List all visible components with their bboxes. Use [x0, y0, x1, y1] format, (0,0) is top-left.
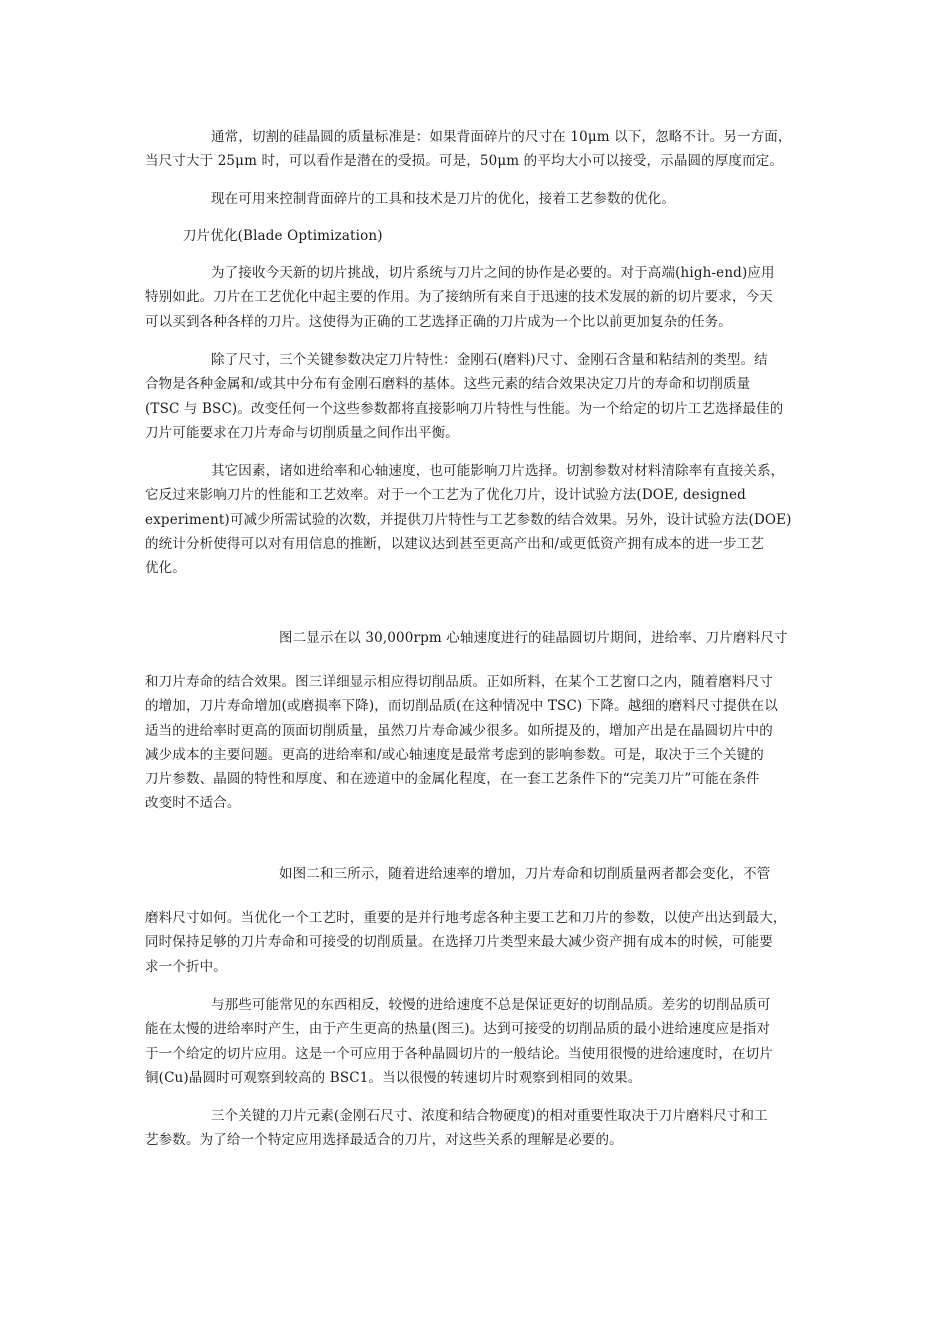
text-line: 适当的进给率时更高的顶面切削质量，虽然刀片寿命减少很多。如所提及的，增加产出是在晶圆切片中的 — [145, 722, 773, 739]
text-line: 磨料尺寸如何。当优化一个工艺时，重要的是并行地考虑各种主要工艺和刀片的参数，以使产出达到最大， — [145, 910, 787, 926]
text-line: 如图二和三所示，随着进给速率的增加，刀片寿命和切削质量两者都会变化，不管 — [279, 866, 771, 882]
text-line: 改变时不适合。 — [145, 795, 241, 812]
text-line: 的增加，刀片寿命增加(或磨损率下降)，而切削品质(在这种情况中 TSC) 下降。越细的磨料尺寸提供在以 — [145, 698, 778, 715]
text-line: 现在可用来控制背面碎片的工具和技术是刀片的优化，接着工艺参数的优化。 — [211, 191, 676, 207]
text-line: 和刀片寿命的结合效果。图三详细显示相应得切削品质。正如所料，在某个工艺窗口之内，随着磨料尺寸 — [145, 674, 773, 690]
paragraph-key-parameters — [145, 348, 815, 445]
text-line: 特别如此。刀片在工艺优化中起主要的作用。为了接纳所有来自于迅速的技术发展的新的切片要求，今天 — [145, 289, 773, 306]
text-line: 艺参数。为了给一个特定应用选择最适合的刀片，对这些关系的理解是必要的。 — [145, 1132, 623, 1149]
text-line: 优化。 — [145, 560, 186, 577]
paragraph-slow-feed-rate — [145, 993, 815, 1090]
text-line: 除了尺寸，三个关键参数决定刀片特性：金刚石(磨料)尺寸、金刚石含量和粘结剂的类型。结 — [211, 352, 768, 368]
paragraph-figures-two-three-intro — [145, 862, 815, 886]
text-line: 其它因素，诸如进给率和心轴速度，也可能影响刀片选择。切割参数对材料清除率有直接关系， — [211, 463, 785, 479]
text-line: 它反过来影响刀片的性能和工艺效率。对于一个工艺为了优化刀片，设计试验方法(DOE, designed — [145, 487, 746, 504]
text-line: 当尺寸大于 25μm 时，可以看作是潜在的受损。可是，50μm 的平均大小可以接受，示晶圆的厚度而定。 — [145, 153, 784, 170]
text-line: 图二显示在以 30,000rpm 心轴速度进行的硅晶圆切片期间，进给率、刀片磨料尺寸 — [279, 630, 788, 646]
text-line: (TSC 与 BSC)。改变任何一个这些参数都将直接影响刀片特性与性能。为一个给定的切片工艺选择最佳的 — [145, 400, 784, 417]
text-line: 铜(Cu)晶圆时可观察到较高的 BSC1。当以很慢的转速切片时观察到相同的效果。 — [145, 1069, 642, 1086]
text-line: experiment)可减少所需试验的次数，并提供刀片特性与工艺参数的结合效果。另外，设计试验方法(DOE) — [145, 511, 792, 528]
text-line: 刀片可能要求在刀片寿命与切削质量之间作出平衡。 — [145, 424, 459, 441]
paragraph-other-factors — [145, 459, 815, 580]
paragraph-tools-techniques — [145, 187, 815, 211]
text-line: 于一个给定的切片应用。这是一个可应用于各种晶圆切片的一般结论。当使用很慢的进给速度时，在切片 — [145, 1045, 773, 1062]
section-heading: 刀片优化(Blade Optimization) — [183, 228, 383, 244]
text-line: 三个关键的刀片元素(金刚石尺寸、浓度和结合物硬度)的相对重要性取决于刀片磨料尺寸和工 — [211, 1108, 768, 1124]
text-line: 可以买到各种各样的刀片。这使得为正确的工艺选择正确的刀片成为一个比以前更加复杂的任务。 — [145, 313, 732, 330]
text-line: 同时保持足够的刀片寿命和可接受的切削质量。在选择刀片类型来最大减少资产拥有成本的时候，可能要 — [145, 934, 773, 951]
text-line: 减少成本的主要问题。更高的进给率和/或心轴速度是最常考虑到的影响参数。可是，取决于三个关键的 — [145, 746, 764, 763]
text-line: 为了接收今天新的切片挑战，切片系统与刀片之间的协作是必要的。对于高端(high-end)应用 — [211, 265, 775, 281]
text-line: 能在太慢的进给率时产生，由于产生更高的热量(图三)。达到可接受的切削品质的最小进给速度应是指对 — [145, 1021, 771, 1038]
paragraph-three-key-elements — [145, 1104, 815, 1153]
paragraph-figure-two-body — [145, 670, 815, 816]
text-line: 合物是各种金属和/或其中分布有金刚石磨料的基体。这些元素的结合效果决定刀片的寿命和切削质量 — [145, 376, 751, 393]
paragraph-quality-standard — [145, 125, 815, 174]
text-line: 的统计分析使得可以对有用信息的推断，以建议达到甚至更高产出和/或更低资产拥有成本的进一步工艺 — [145, 535, 764, 552]
paragraph-figures-two-three-body — [145, 906, 815, 979]
text-line: 刀片参数、晶圆的特性和厚度、和在迹道中的金属化程度，在一套工艺条件下的“完美刀片”可能在条件 — [145, 771, 760, 788]
text-line: 通常，切割的硅晶圆的质量标准是：如果背面碎片的尺寸在 10μm 以下，忽略不计。另一方面， — [211, 129, 792, 145]
text-line: 与那些可能常见的东西相反，较慢的进给速度不总是保证更好的切削品质。差劣的切削品质可 — [211, 997, 771, 1013]
text-line: 求一个折中。 — [145, 958, 227, 975]
section-heading-blade-optimization — [145, 224, 815, 248]
paragraph-dicing-challenge — [145, 261, 815, 334]
paragraph-figure-two-intro — [145, 626, 815, 650]
